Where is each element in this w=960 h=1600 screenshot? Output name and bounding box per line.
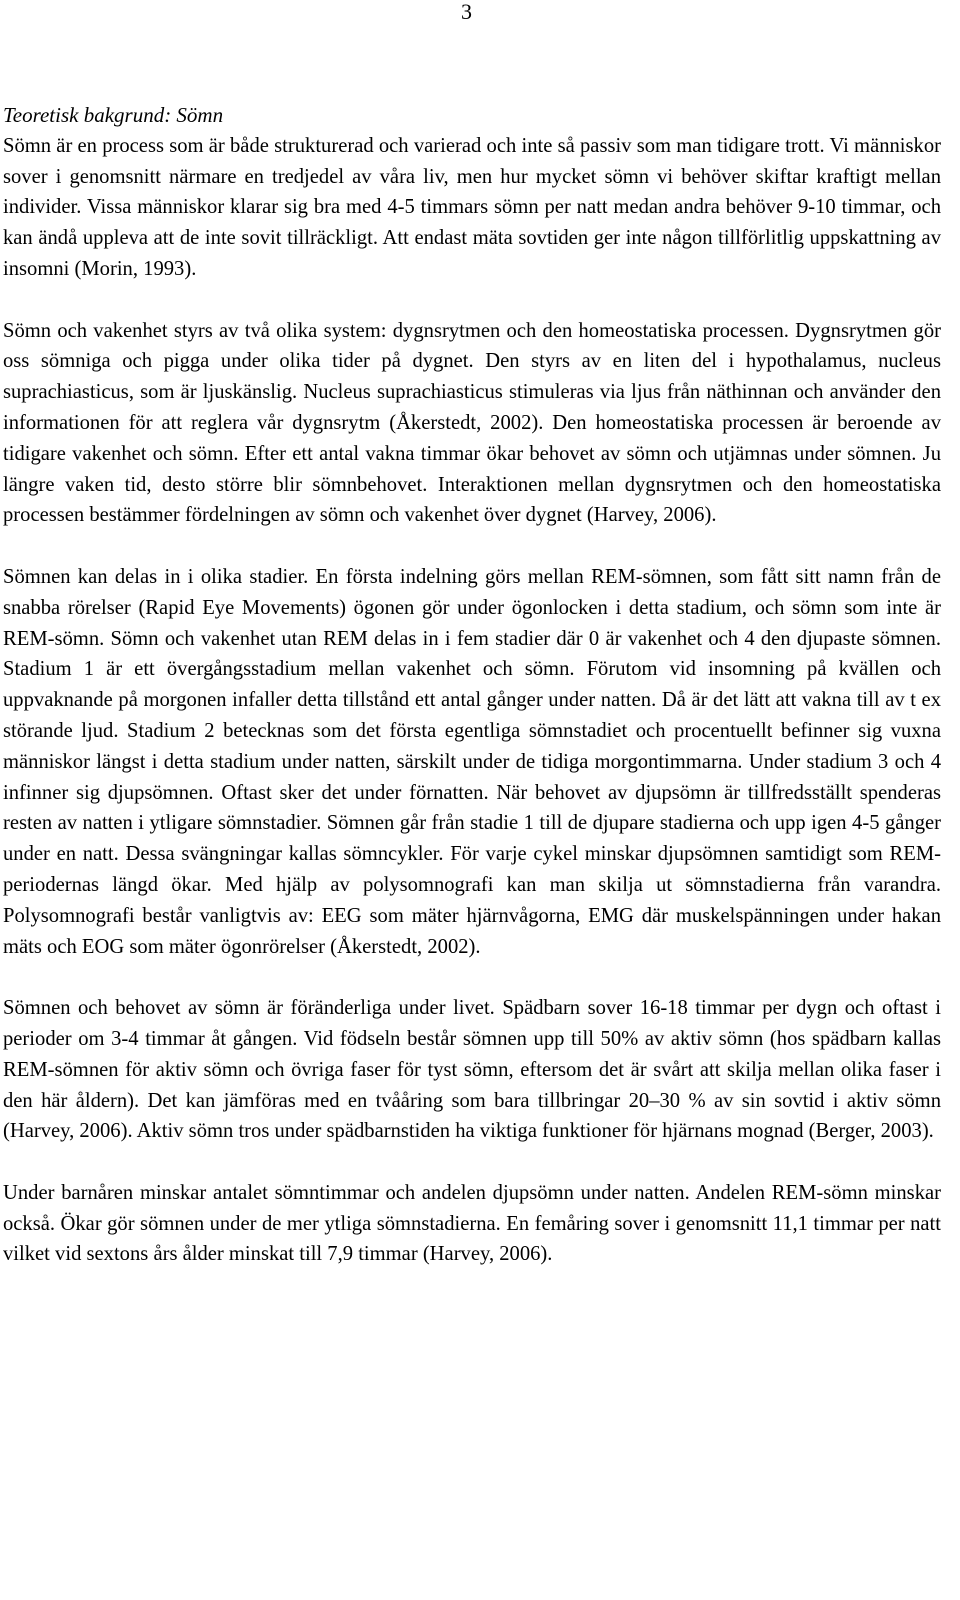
paragraph-circadian: Sömn och vakenhet styrs av två olika system: dygnsrytmen och den homeostatiska processen. Dygnsrytmen gör oss sömniga och pigga under olika tider på dygnet. Den styrs av en liten del i hypothalamus, nucleus suprachiasticus, som är ljuskänslig. Nucleus suprachiasticus stimuleras via ljus från näthinnan och använder den informationen för att reglera vår dygnsrytm (Åkerstedt, 2002). Den homeostatiska processen är beroende av tidigare vakenhet och sömn. Efter ett antal vakna timmar ökar behovet av sömn och utjämnas under sömnen. Ju längre vaken tid, desto större blir sömnbehovet. Interaktionen mellan dygnsrytmen och den homeostatiska processen bestämmer fördelningen av sömn och vakenhet över dygnet (Harvey, 2006). <box>3 319 941 527</box>
document-body <box>3 100 941 1270</box>
paragraph-intro: Sömn är en process som är både strukturerad och varierad och inte så passiv som man tidigare trott. Vi människor sover i genomsnitt närmare en tredjedel av våra liv, men hur mycket sömn vi behöver skiftar kraftigt mellan individer. Vissa människor klarar sig bra med 4-5 timmars sömn per natt medan andra behöver 9-10 timmar, och kan ändå uppleva att de inte sovit tillräckligt. Att endast mäta sovtiden ger inte någon tillförlitlig uppskattning av insomni (Morin, 1993). <box>3 134 941 280</box>
page-number: 3 <box>461 0 472 24</box>
paragraph-childhood-sleep: Under barnåren minskar antalet sömntimmar och andelen djupsömn under natten. Andelen REM-sömn minskar också. Ökar gör sömnen under de mer ytliga sömnstadierna. En femåring sover i genomsnitt 11,1 timmar per natt vilket vid sextons års ålder minskat till 7,9 timmar (Harvey, 2006). <box>3 1181 941 1266</box>
paragraph-sleep-stages: Sömnen kan delas in i olika stadier. En första indelning görs mellan REM-sömnen, som fått sitt namn från de snabba rörelser (Rapid Eye Movements) ögonen gör under ögonlocken i detta stadium, och sömn som inte är REM-sömn. Sömn och vakenhet utan REM delas in i fem stadier där 0 är vakenhet och 4 den djupaste sömnen. Stadium 1 är ett övergångsstadium mellan vakenhet och sömn. Förutom vid insomning på kvällen och uppvaknande på morgonen infaller detta tillstånd ett antal gånger under natten. Då är det lätt att vakna till av t ex störande ljud. Stadium 2 betecknas som det första egentliga sömnstadiet och procentuellt befinner sig vuxna människor längst i detta stadium under natten, särskilt under de tidiga morgontimmarna. Under stadium 3 och 4 infinner sig djupsömnen. Oftast sker det under förnatten. När behovet av djupsömn är tillfredsställt spenderas resten av natten i ytligare sömnstadier. Sömnen går från stadie 1 till de djupare stadierna och upp igen 4-5 gånger under en natt. Dessa svängningar kallas sömncykler. För varje cykel minskar djupsömnen samtidigt som REM-periodernas längd ökar. Med hjälp av polysomnografi kan man skilja ut sömnstadierna från varandra. Polysomnografi består vanligtvis av: EEG som mäter hjärnvågorna, EMG där muskelspänningen under hakan mäts och EOG som mäter ögonrörelser (Åkerstedt, 2002). <box>3 565 941 958</box>
paragraph-infant-sleep: Sömnen och behovet av sömn är föränderliga under livet. Spädbarn sover 16-18 timmar per dygn och oftast i perioder om 3-4 timmar åt gången. Vid födseln består sömnen upp till 50% av aktiv sömn (hos spädbarn kallas REM-sömnen för aktiv sömn och övriga faser för tyst sömn, eftersom det är svårt att skilja mellan olika faser i den här åldern). Det kan jämföras med en tvååring som bara tillbringar 20–30 % av sin sovtid i aktiv sömn (Harvey, 2006). Aktiv sömn tros under spädbarnstiden ha viktiga funktioner för hjärnans mognad (Berger, 2003). <box>3 997 941 1143</box>
section-heading: Teoretisk bakgrund: Sömn <box>3 103 224 127</box>
